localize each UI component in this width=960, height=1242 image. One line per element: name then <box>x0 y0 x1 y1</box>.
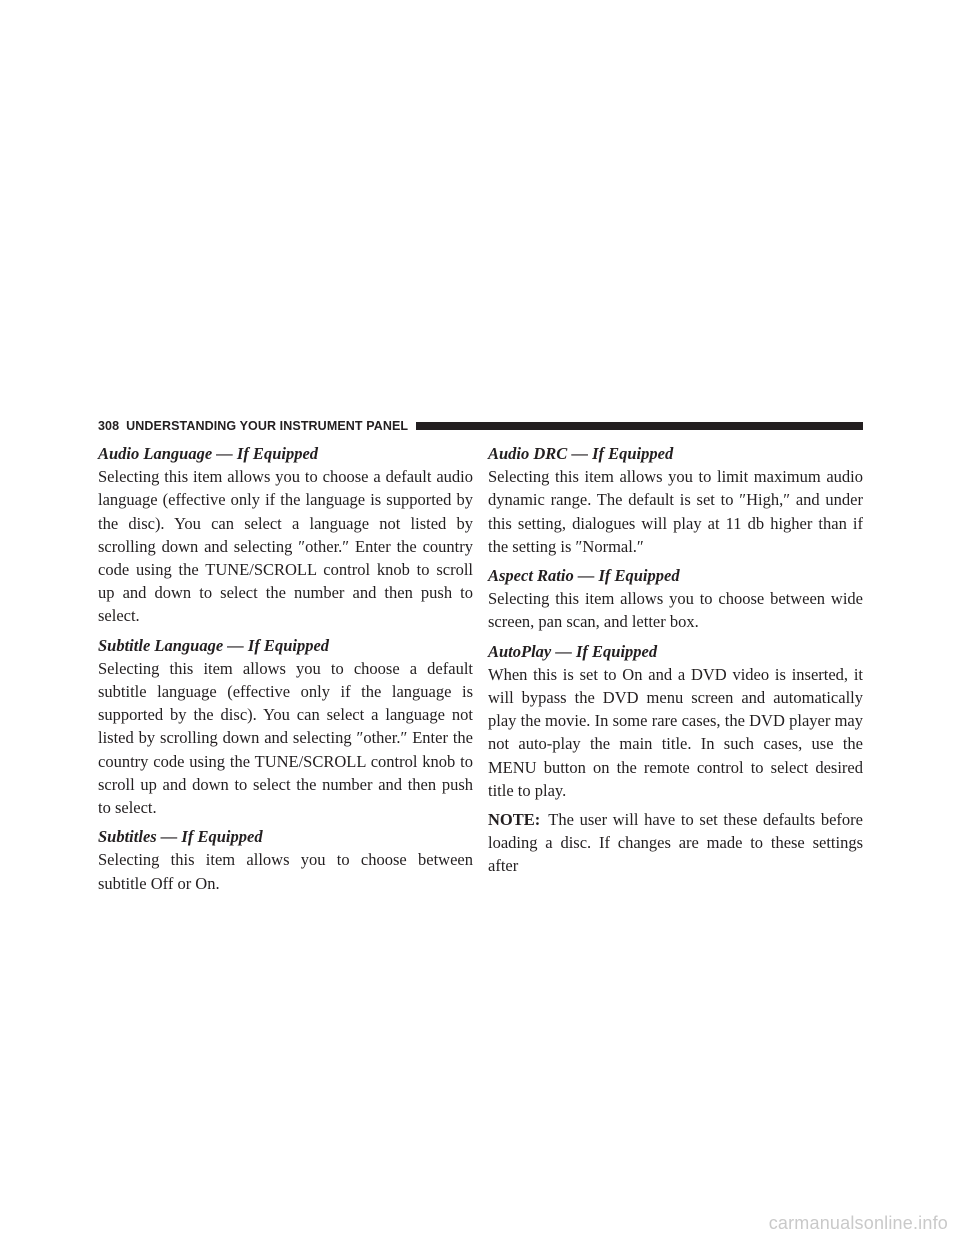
section-body: Selecting this item allows you to choose a default audio language (effective only if the language is supported by the disc). You can select a language not listed by scrolling down and selecting ″other.″ Enter the country code using the TUNE/SCROLL control knob to scroll up and down to select the number and then push to select. <box>98 467 473 626</box>
section-audio-language <box>98 442 473 628</box>
header-rule <box>398 422 863 430</box>
section-title: Subtitle Language — If Equipped <box>98 635 330 655</box>
section-title: Subtitles — If Equipped <box>98 827 263 847</box>
section-subtitle-language <box>98 634 473 820</box>
section-body: Selecting this item allows you to limit maximum audio dynamic range. The default is set to ″High,″ and under this setting, dialogues will play at 11 db higher than if the setting is ″Normal.″ <box>488 467 863 556</box>
section-body: Selecting this item allows you to choose between subtitle Off or On. <box>98 850 473 893</box>
right-column <box>488 442 863 884</box>
section-title: Aspect Ratio — If Equipped <box>488 566 680 586</box>
section-title: Audio Language — If Equipped <box>98 444 319 463</box>
left-column <box>98 442 473 901</box>
header-text <box>98 418 416 434</box>
page-header <box>98 418 863 434</box>
section-body: When this is set to On and a DVD video is inserted, it will bypass the DVD menu screen and automatically play the movie. In some rare cases, the DVD player may not auto-play the main title. In such cases, use the MENU button on the remote control to select desired title to play. <box>488 664 863 800</box>
note-label: NOTE: <box>488 810 541 830</box>
note-paragraph <box>488 808 863 878</box>
section-body: Selecting this item allows you to choose a default subtitle language (effective only if the language is supported by the disc). You can select a language not listed by scrolling down and selecting ″other.″ Enter the country code using the TUNE/SCROLL control knob to scroll up and down to select the number and then push to select. <box>98 658 473 818</box>
section-audio-drc <box>488 442 863 558</box>
section-body: Selecting this item allows you to choose between wide screen, pan scan, and letter box. <box>488 589 863 632</box>
section-title: AutoPlay — If Equipped <box>488 641 658 661</box>
watermark: carmanualsonline.info <box>768 1213 948 1233</box>
section-subtitles <box>98 825 473 895</box>
page-number: 308 <box>98 419 120 433</box>
section-title: Audio DRC — If Equipped <box>488 444 674 463</box>
section-aspect-ratio <box>488 564 863 634</box>
header-section-title: UNDERSTANDING YOUR INSTRUMENT PANEL <box>126 419 409 433</box>
section-autoplay <box>488 640 863 802</box>
note-text: The user will have to set these defaults before loading a disc. If changes are made to these settings after <box>488 810 863 876</box>
